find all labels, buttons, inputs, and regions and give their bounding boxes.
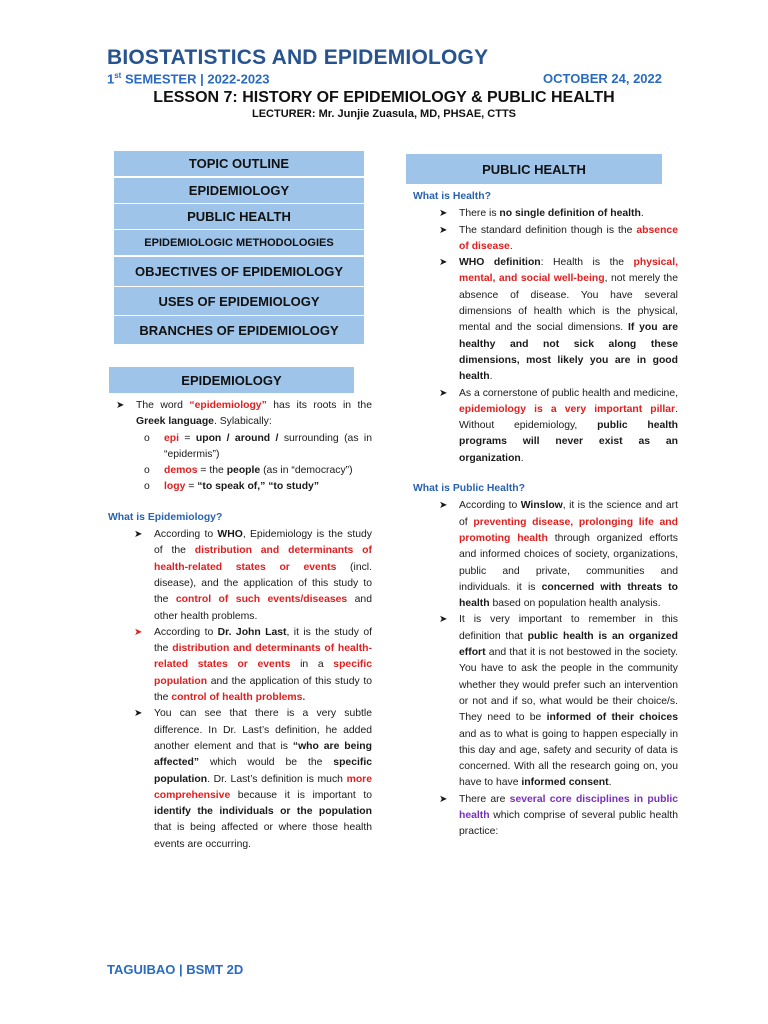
arrowhead-bullet-icon: ➤ [439,257,448,269]
arrowhead-bullet-icon: ➤ [134,529,143,541]
what-is-public-health-subheading: What is Public Health? [413,483,525,495]
what-is-epidemiology-subheading: What is Epidemiology? [108,511,223,523]
bullet-item: ➤ There is no single definition of health. [431,206,678,222]
circle-bullet-icon: o [144,481,150,493]
footer-author: TAGUIBAO | BSMT 2D [107,962,244,977]
arrowhead-bullet-icon: ➤ [116,400,125,411]
public-health-heading: PUBLIC HEALTH [405,153,663,185]
arrowhead-bullet-icon: ➤ [439,793,448,805]
arrowhead-bullet-icon: ➤ [439,614,448,626]
arrowhead-bullet-icon: ➤ [134,708,143,720]
circle-bullet-icon: o [144,432,150,444]
lecture-date: OCTOBER 24, 2022 [543,71,662,86]
document-title: BIOSTATISTICS AND EPIDEMIOLOGY [107,46,489,69]
outline-item-uses: USES OF EPIDEMIOLOGY [113,286,365,316]
arrowhead-bullet-icon: ➤ [134,626,143,638]
arrowhead-bullet-icon: ➤ [439,387,448,399]
bullet-item: ➤ According to WHO, Epidemiology is the study of the distribution and determinants of health-related states or events (incl. disease), and the application of this study to the control of such events/diseases and other health problems. [134,529,372,622]
outline-item-public-health: PUBLIC HEALTH [113,203,365,230]
bullet-item: ➤ WHO definition: Health is the physical, mental, and social well-being, not merely the absence of disease. You have several dimensions of health which is the physical, mental and the social dimensions. If you are healthy and not sick along these dimensions, most likely you are in good health. [439,257,678,383]
arrowhead-bullet-icon: ➤ [439,224,448,236]
root-item-epi: o epi = upon / around / surrounding (as in “epidermis”) [144,432,372,460]
bullet-item: ➤ As a cornerstone of public health and medicine, epidemiology is a very important pillar. Without epidemiology, public health programs will never exist as an organization. [439,387,678,464]
topic-outline-heading: TOPIC OUTLINE [113,150,365,177]
bullet-item: ➤ The standard definition though is the absence of disease. [439,224,678,252]
circle-bullet-icon: o [144,465,150,477]
arrowhead-bullet-icon: ➤ [439,500,448,512]
bullet-item: ➤ According to Dr. John Last, it is the study of the distribution and determinants of health-related states or events in a specific population and the application of this study to the control of health problems. [134,626,372,704]
epidemiology-heading: EPIDEMIOLOGY [108,366,355,394]
outline-item-epidemiology: EPIDEMIOLOGY [113,177,365,204]
root-item-logy: o logy = “to speak of,” “to study” [136,479,372,495]
bullet-item: ➤ You can see that there is a very subtle difference. In Dr. Last’s definition, he added another element and that is “who are being affected” which would be the specific population. Dr. Last’s definition is much more comprehensive because it is important to identify the individuals or the population that is being affected or where those health events are occurring. [134,708,372,850]
lecturer-line: LECTURER: Mr. Junjie Zuasula, MD, PHSAE, CTTS [251,108,517,120]
bullet-item: ➤ There are several core disciplines in public health which comprise of several public health practice: [439,793,678,838]
root-item-demos: o demos = the people (as in “democracy”) [136,463,372,479]
public-health-body [413,189,678,841]
outline-item-objectives: OBJECTIVES OF EPIDEMIOLOGY [113,256,365,287]
epidemiology-body [108,398,372,853]
semester-label: 1st SEMESTER | 2022-2023 [107,71,270,87]
bullet-item: ➤ It is very important to remember in this definition that public health is an organized effort and that it is not bestowed in the society. You have to ask the people in the community whether they would prefer such an intervention or not and if so, what would be their choice/s. They need to be informed of their choices and as to what is going to happen especially in this day and age, safety and security of data is concerned. With all the research going on, you have to have informed consent. [439,614,679,789]
bullet-item: ➤ According to Winslow, it is the science and art of preventing disease, prolonging life and promoting health through organized efforts and informed choices of society, organizations, public and private, communities and individuals. it is concerned with threats to health based on population health analysis. [439,500,678,610]
lesson-title: LESSON 7: HISTORY OF EPIDEMIOLOGY & PUBLIC HEALTH [153,89,615,106]
outline-item-branches: BRANCHES OF EPIDEMIOLOGY [113,315,365,345]
arrowhead-bullet-icon: ➤ [439,208,448,220]
outline-item-methodologies: EPIDEMIOLOGIC METHODOLOGIES [113,229,365,256]
what-is-health-subheading: What is Health? [413,191,491,202]
bullet-item: ➤ The word “epidemiology” has its roots in the Greek language. Sylabically: [116,400,372,428]
